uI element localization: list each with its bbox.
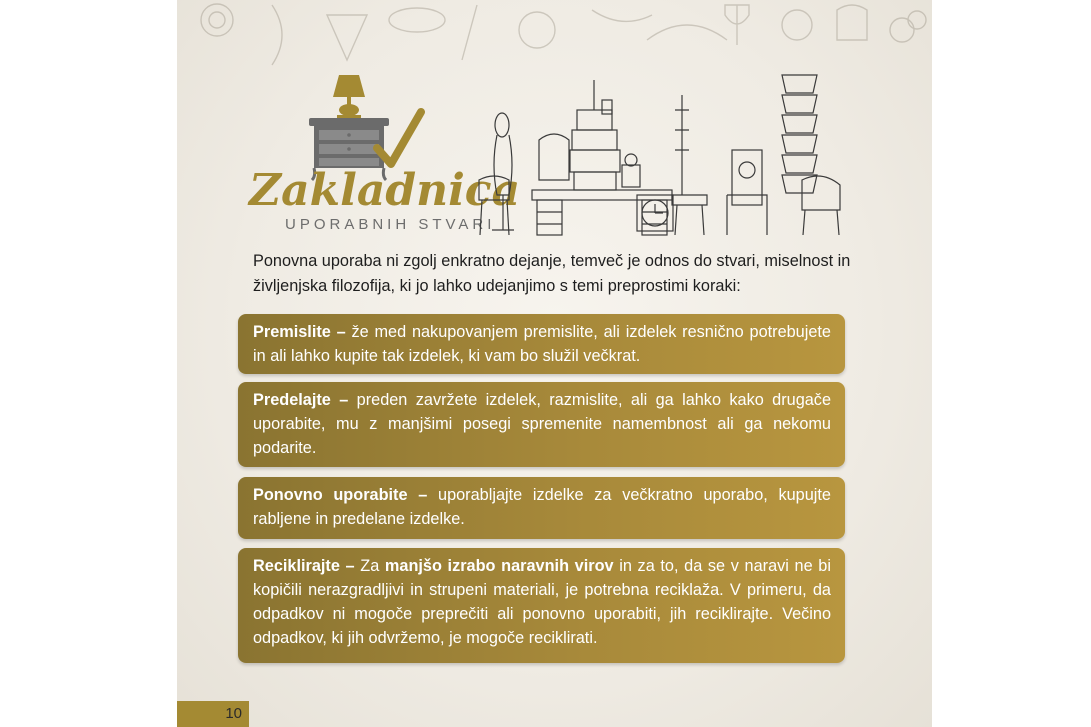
brochure-page — [177, 0, 932, 727]
step-text: uporabljajte izdelke za večkratno uporabo, kupujte rabljene in predelane izdelke. — [253, 486, 831, 528]
intro-paragraph: Ponovna uporaba ni zgolj enkratno dejanje, temveč je odnos do stvari, miselnost in življenjska filozofija, ki jo lahko udejanjimo s temi preprostimi koraki: — [253, 252, 851, 295]
furniture-sketch-illustration — [477, 70, 842, 240]
step-text: Za — [354, 557, 385, 575]
step-text: in za to, da se v naravi ne bi kopičili nerazgradljivi in strupeni materiali, je potrebna reciklaža. V primeru, da odpadkov ni mogoče preprečiti ali ponovno uporabiti, jih reciklirajte. Večino odpadkov, ki jih odvržemo, je mogoče reciklirati. — [253, 557, 831, 647]
step-box-reciklirajte — [238, 548, 845, 663]
logo-subtitle: UPORABNIH STVARI — [285, 216, 496, 233]
logo-title: Zakladnica — [249, 165, 521, 216]
step-emphasis: manjšo izrabo naravnih virov — [384, 557, 614, 575]
step-box-premislite — [238, 314, 845, 374]
step-term: Reciklirajte – — [253, 557, 355, 575]
step-text: že med nakupovanjem premislite, ali izdelek resnično potrebujete in ali lahko kupite tak izdelek, ki vam bo služil večkrat. — [253, 323, 831, 365]
step-box-predelajte — [238, 382, 845, 467]
step-term: Premislite – — [253, 323, 346, 341]
page-number: 10 — [177, 701, 249, 727]
step-term: Ponovno uporabite – — [253, 486, 428, 504]
step-text: preden zavržete izdelek, razmislite, ali ga lahko kako drugače uporabite, mu z manjšimi posegi spremenite namembnost ali ga nekomu podarite. — [253, 391, 831, 457]
step-term: Predelajte – — [253, 391, 349, 409]
food-doodles-decoration — [177, 0, 932, 80]
step-box-ponovno-uporabite — [238, 477, 845, 539]
